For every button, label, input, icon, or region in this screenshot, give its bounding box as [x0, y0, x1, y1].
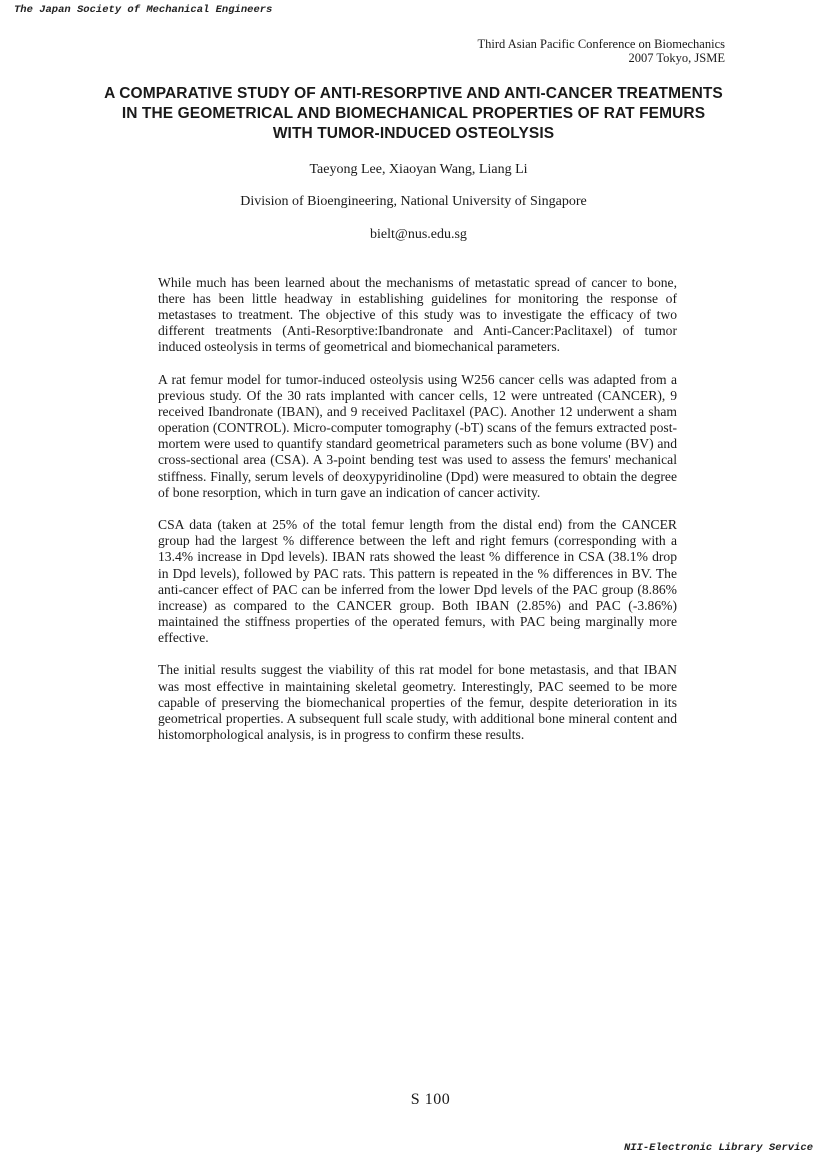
paragraph-methods: A rat femur model for tumor-induced osteolysis using W256 cancer cells was adapted from a previous study. Of the 30 rats implanted with cancer cells, 12 were untreated (CANCER), 9 received Ibandronate (IBAN), and 9 received Paclitaxel (PAC). Another 12 underwent a sham operation (CONTROL). Micro-computer tomography (-bT) scans of the femurs extracted post-mortem were used to quantify standard geometrical parameters such as bone volume (BV) and cross-sectional area (CSA). A 3-point bending test was used to assess the femurs' mechanical stiffness. Finally, serum levels of deoxypyridinoline (Dpd) were measured to obtain the degree of bone resorption, which in turn gave an indication of cancer activity. [158, 371, 677, 500]
abstract-body [158, 275, 677, 759]
title-line: A COMPARATIVE STUDY OF ANTI-RESORPTIVE AND ANTI-CANCER TREATMENTS [104, 85, 723, 102]
paragraph-objective: While much has been learned about the mechanisms of metastatic spread of cancer to bone, there has been little headway in establishing guidelines for monitoring the response of metastases to treatment. The objective of this study was to investigate the efficacy of two different treatments (Anti-Resorptive:Ibandronate and Anti-Cancer:Paclitaxel) of tumor induced osteolysis in terms of geometrical and biomechanical parameters. [158, 275, 677, 355]
conference-date-place: 2007 Tokyo, JSME [628, 51, 725, 65]
title-line: WITH TUMOR-INDUCED OSTEOLYSIS [272, 125, 555, 142]
conference-info [478, 37, 726, 65]
paragraph-conclusion: The initial results suggest the viability of this rat model for bone metastasis, and that IBAN was most effective in maintaining skeletal geometry. Interestingly, PAC seemed to be more capable of preserving the biomechanical properties of the femur, despite deterioration in its geometrical properties. A subsequent full scale study, with additional bone mineral content and histomorphological analysis, is in progress to confirm these results. [158, 662, 677, 742]
page-number: S 100 [410, 1091, 451, 1108]
affiliation: Division of Bioengineering, National University of Singapore [240, 194, 587, 209]
title-line: IN THE GEOMETRICAL AND BIOMECHANICAL PROPERTIES OF RAT FEMURS [121, 105, 706, 122]
library-footer: NII-Electronic Library Service [623, 1142, 813, 1154]
email-address: bielt@nus.edu.sg [370, 227, 467, 242]
conference-name: Third Asian Pacific Conference on Biomechanics [477, 37, 725, 51]
society-stamp: The Japan Society of Mechanical Engineers [14, 4, 273, 16]
authors: Taeyong Lee, Xiaoyan Wang, Liang Li [309, 162, 528, 177]
paragraph-results: CSA data (taken at 25% of the total femur length from the distal end) from the CANCER group had the largest % difference between the left and right femurs (corresponding with a 13.4% increase in Dpd levels). IBAN rats showed the least % difference in CSA (38.1% drop in Dpd levels), followed by PAC rats. This pattern is repeated in the % differences in BV. The anti-cancer effect of PAC can be inferred from the lower Dpd levels of the PAC group (8.86% increase) as compared to the CANCER group. Both IBAN (2.85%) and PAC (-3.86%) maintained the stiffness properties of the operated femurs, with PAC being marginally more effective. [158, 517, 677, 645]
paper-title [40, 84, 787, 144]
